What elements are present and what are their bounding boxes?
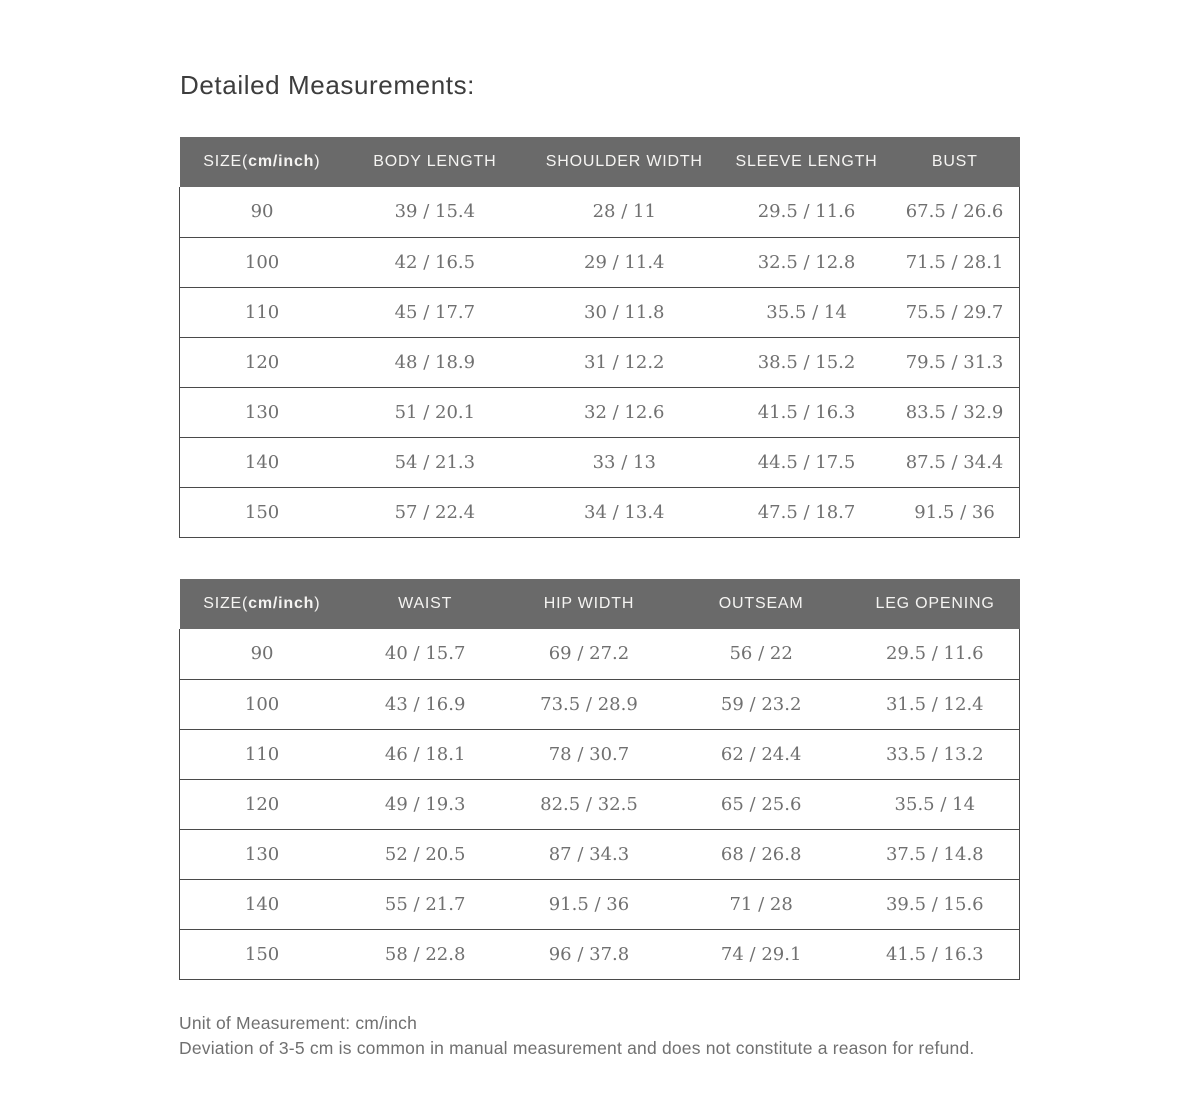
sleeve-length-column-header: SLEEVE LENGTH <box>723 137 890 187</box>
table-header-row <box>180 579 1020 629</box>
measurement-cell: 56 / 22 <box>672 629 851 679</box>
measurement-cell: 28 / 11 <box>526 187 723 237</box>
deviation-note: Deviation of 3-5 cm is common in manual measurement and does not constitute a reason for refund. <box>179 1038 975 1058</box>
measurement-cell: 91.5 / 36 <box>890 487 1019 537</box>
size-cell: 150 <box>180 487 345 537</box>
measurement-cell: 32 / 12.6 <box>526 387 723 437</box>
size-header-unit: cm/inch <box>248 595 315 612</box>
size-cell: 90 <box>180 629 345 679</box>
measurement-cell: 82.5 / 32.5 <box>506 779 671 829</box>
measurement-cell: 69 / 27.2 <box>506 629 671 679</box>
measurement-cell: 49 / 19.3 <box>344 779 506 829</box>
size-cell: 150 <box>180 929 345 979</box>
size-column-header <box>180 137 345 187</box>
table-row <box>180 729 1020 779</box>
measurement-cell: 51 / 20.1 <box>344 387 525 437</box>
measurement-cell: 87.5 / 34.4 <box>890 437 1019 487</box>
size-header-suffix: ) <box>314 153 321 170</box>
measurement-cell: 68 / 26.8 <box>672 829 851 879</box>
size-cell: 130 <box>180 387 345 437</box>
bust-column-header: BUST <box>890 137 1019 187</box>
table-row <box>180 337 1020 387</box>
size-cell: 140 <box>180 879 345 929</box>
measurement-cell: 46 / 18.1 <box>344 729 506 779</box>
outseam-column-header: OUTSEAM <box>672 579 851 629</box>
table-row <box>180 187 1020 237</box>
measurement-cell: 55 / 21.7 <box>344 879 506 929</box>
unit-note: Unit of Measurement: cm/inch <box>179 1013 418 1033</box>
size-cell: 100 <box>180 237 345 287</box>
measurement-notes <box>179 1011 1079 1061</box>
size-header-suffix: ) <box>314 595 321 612</box>
measurement-cell: 74 / 29.1 <box>672 929 851 979</box>
measurement-cell: 29.5 / 11.6 <box>851 629 1020 679</box>
measurement-cell: 67.5 / 26.6 <box>890 187 1019 237</box>
measurement-cell: 41.5 / 16.3 <box>723 387 890 437</box>
measurement-cell: 59 / 23.2 <box>672 679 851 729</box>
size-header-prefix: SIZE( <box>203 153 249 170</box>
waist-column-header: WAIST <box>344 579 506 629</box>
table-row <box>180 629 1020 679</box>
measurement-cell: 38.5 / 15.2 <box>723 337 890 387</box>
measurement-cell: 39 / 15.4 <box>344 187 525 237</box>
shoulder-width-column-header: SHOULDER WIDTH <box>526 137 723 187</box>
measurement-cell: 34 / 13.4 <box>526 487 723 537</box>
measurement-cell: 40 / 15.7 <box>344 629 506 679</box>
measurement-cell: 75.5 / 29.7 <box>890 287 1019 337</box>
measurement-cell: 52 / 20.5 <box>344 829 506 879</box>
measurement-cell: 58 / 22.8 <box>344 929 506 979</box>
measurement-cell: 35.5 / 14 <box>851 779 1020 829</box>
measurement-cell: 57 / 22.4 <box>344 487 525 537</box>
measurements-table-bottom <box>179 579 1020 980</box>
measurements-table-top <box>179 137 1020 538</box>
table-row <box>180 879 1020 929</box>
measurement-cell: 41.5 / 16.3 <box>851 929 1020 979</box>
measurement-cell: 62 / 24.4 <box>672 729 851 779</box>
table-header-row <box>180 137 1020 187</box>
size-cell: 110 <box>180 729 345 779</box>
table-row <box>180 487 1020 537</box>
size-header-prefix: SIZE( <box>203 595 249 612</box>
measurement-cell: 47.5 / 18.7 <box>723 487 890 537</box>
measurement-cell: 83.5 / 32.9 <box>890 387 1019 437</box>
measurement-cell: 79.5 / 31.3 <box>890 337 1019 387</box>
size-cell: 100 <box>180 679 345 729</box>
size-cell: 110 <box>180 287 345 337</box>
leg-opening-column-header: LEG OPENING <box>851 579 1020 629</box>
table-row <box>180 829 1020 879</box>
measurement-cell: 73.5 / 28.9 <box>506 679 671 729</box>
table-row <box>180 929 1020 979</box>
measurement-cell: 29.5 / 11.6 <box>723 187 890 237</box>
table-row <box>180 679 1020 729</box>
measurement-cell: 32.5 / 12.8 <box>723 237 890 287</box>
measurement-cell: 65 / 25.6 <box>672 779 851 829</box>
size-cell: 120 <box>180 779 345 829</box>
body-length-column-header: BODY LENGTH <box>344 137 525 187</box>
size-cell: 120 <box>180 337 345 387</box>
measurement-cell: 37.5 / 14.8 <box>851 829 1020 879</box>
table-row <box>180 237 1020 287</box>
measurement-cell: 91.5 / 36 <box>506 879 671 929</box>
measurement-cell: 45 / 17.7 <box>344 287 525 337</box>
measurement-cell: 31 / 12.2 <box>526 337 723 387</box>
measurement-cell: 96 / 37.8 <box>506 929 671 979</box>
measurement-cell: 31.5 / 12.4 <box>851 679 1020 729</box>
measurement-cell: 71.5 / 28.1 <box>890 237 1019 287</box>
table-row <box>180 387 1020 437</box>
size-cell: 90 <box>180 187 345 237</box>
measurement-cell: 33 / 13 <box>526 437 723 487</box>
page-title: Detailed Measurements: <box>180 70 475 100</box>
size-header-unit: cm/inch <box>248 153 315 170</box>
hip-width-column-header: HIP WIDTH <box>506 579 671 629</box>
table-row <box>180 779 1020 829</box>
size-cell: 140 <box>180 437 345 487</box>
table-row <box>180 437 1020 487</box>
size-column-header <box>180 579 345 629</box>
measurement-cell: 48 / 18.9 <box>344 337 525 387</box>
measurement-cell: 87 / 34.3 <box>506 829 671 879</box>
measurement-cell: 43 / 16.9 <box>344 679 506 729</box>
bottom-garment-measurements-table <box>179 579 1020 980</box>
measurement-cell: 33.5 / 13.2 <box>851 729 1020 779</box>
top-garment-measurements-table <box>179 137 1020 538</box>
measurement-cell: 44.5 / 17.5 <box>723 437 890 487</box>
measurement-cell: 29 / 11.4 <box>526 237 723 287</box>
measurement-cell: 30 / 11.8 <box>526 287 723 337</box>
size-cell: 130 <box>180 829 345 879</box>
measurement-cell: 54 / 21.3 <box>344 437 525 487</box>
measurement-cell: 35.5 / 14 <box>723 287 890 337</box>
table-row <box>180 287 1020 337</box>
measurement-cell: 42 / 16.5 <box>344 237 525 287</box>
measurement-cell: 71 / 28 <box>672 879 851 929</box>
measurement-cell: 39.5 / 15.6 <box>851 879 1020 929</box>
measurement-cell: 78 / 30.7 <box>506 729 671 779</box>
